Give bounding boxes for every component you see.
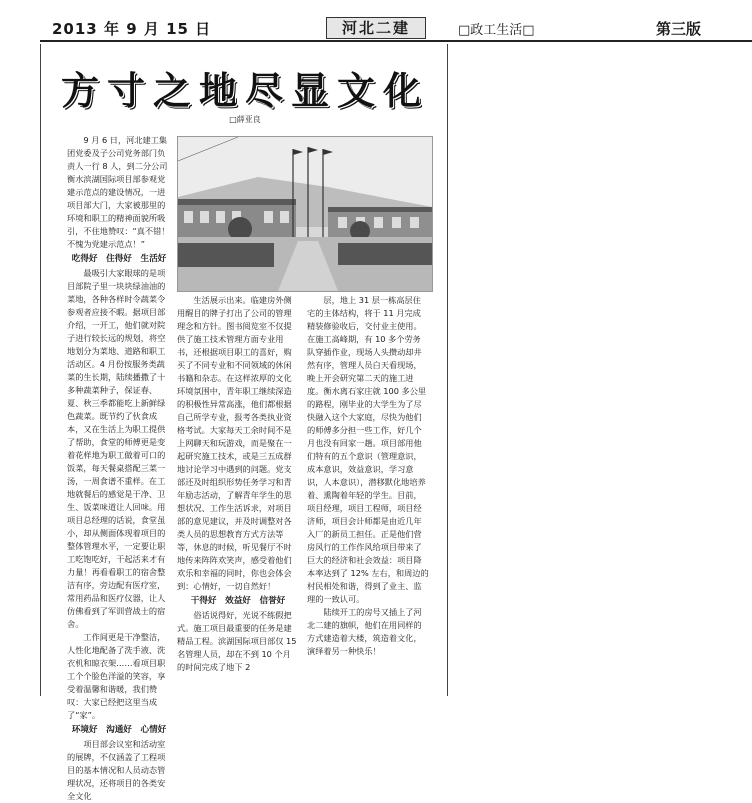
subheading-2: 环境好 沟通好 心情好: [71, 725, 167, 735]
article-title: 方寸之地尽显文化: [60, 68, 429, 113]
paragraph: 俗话说得好，光说不练假把式。施工项目最重要的任务是建精品工程。滨湖国际项目部仅 15 名管理人员，却在不到 10 个月的时间完成了地下 2: [177, 610, 297, 672]
paragraph: 工作间更是干净整洁，人性化地配备了洗手液、洗衣机和晾衣架……看项目职工个个脸色洋溢的笑容，享受着温馨和谐暖，我们赞叹：大家已经把这里当成了“家”。: [67, 632, 166, 720]
column-2: [177, 294, 299, 674]
section-name: □政工生活□: [458, 23, 535, 38]
paragraph: 生活展示出来。临建房外侧用醒目的牌子打出了公司的管理理念和方针。图书阅览室不仅提供了施工技术管理方面专业用书，还根据项目职工的喜好，购买了不同专业和不同领域的休闲书籍和杂志。在这样浓厚的文化环境氛围中，青年职工继续深造的积极性异常高涨，他们都根据自己所学专业，报考各类执业资格考试。大家每天工余时间不是上网聊天和玩游戏，而是聚在一起研究施工技术，或是三五成群地讨论学习中遇到的问题。党支部还及时组织形势任务学习和青年励志活动，了解青年学生的思想状况、工作生活诉求，对项目部的意见建议，并及时调整对各类人员的思想教育方式方法等等，休息的时候，听见餐厅不时地传来阵阵欢笑声，感受着他们欢乐和幸福的同时，你也会体会到：心情好，一切自然好！: [177, 295, 292, 591]
column-3: [307, 294, 429, 658]
subheading-3: 干得好 效益好 信誉好: [190, 596, 286, 606]
paragraph: 层，地上 31 层一栋高层住宅的主体结构，将于 11 月完成精装修验收后，交付业主使用。在施工高峰期，有 10 多个劳务队穿插作业，现场人头攒动却井然有序，管理人员白天看现场，晚上开会研究第二天的施工进度。衡水离石家庄就 100 多公里的路程，刚毕业的大学生为了尽快融入这个大家庭，尽快为他们的师傅多分担一些工作，好几个月也没有回家一趟。项目部用他们特有的五个意识（管理意识，成本意识，效益意识，学习意识，人本意识），潜移默化地培养着、熏陶着年轻的学生。目前，项目经理，项目工程师，项目经济师，项目会计师都是由近几年入厂的新员工担任。正是他们营房风行的工作作风给项目带来了巨大的经济和社会效益：项目降本率达到了 12% 左右，和周边的村民相处和谐，得到了业主、监理的一致认可。: [307, 295, 429, 604]
intro-paragraph: 9 月 6 日，河北建工集团党委及子公司党务部门负责人一行 8 人，到二分公司衡水滨湖国际项目部参观党建示范点的建设情况，一进项目部大门，大家被那里的环境和职工的精神面貌所吸引，不住地赞叹：“真不错！不愧为党建示范点！”: [67, 135, 170, 249]
page-number: 第三版: [656, 20, 702, 38]
paragraph: 陆续开工的房号又插上了河北二建的旗帜，他们在用同样的方式建造着大楼，筑造着文化，演绎着另一种快乐！: [307, 607, 422, 656]
issue-date: 2013 年 9 月 15 日: [52, 20, 212, 38]
paragraph: 项目部会议室和活动室的展牌，不仅涵盖了工程项目的基本情况和人员动态管理状况，还将项目的各类安全文化: [67, 739, 166, 801]
article-byline: □薛亚良: [229, 115, 261, 124]
subheading-1: 吃得好 住得好 生活好: [71, 254, 167, 264]
paragraph: 最吸引大家眼球的是项目部院子里一块块绿油油的菜地，各种各样时令蔬菜令参观者应接不暇。据项目部介绍，一开工，他们就对院子进行较长远的规划，将空地划分为菜地、道路和职工活动区。4 月份按服务类蔬菜的生长期，陆续播撒了十多种蔬菜种子，保证春、夏、秋三季都能吃上新鲜绿色蔬菜。既节约了伙食成本，又在生活上为职工提供了帮助，食堂的师傅更是变着花样地为职工做着可口的饭菜，每天餐桌搭配三菜一汤，一周食谱不重样。在工地就餐后的感觉是干净、卫生、饭菜味道让人回味。用项目总经理的话说，食堂虽小，却从侧面体现着项目的整体管理水平，一定要让职工吃饱吃好，干起活来才有力量！再看看职工的宿舍整洁有序，旁边配有医疗室，常用药品和医疗仪器，让人仿佛看到了军训营战士的宿舍。: [67, 268, 166, 629]
project-site-photo: [177, 136, 433, 292]
article: [40, 44, 448, 801]
header-rule: [40, 40, 752, 42]
blank-area: [448, 44, 752, 696]
column-1: [67, 134, 171, 803]
newspaper-masthead: 河北二建: [326, 17, 426, 39]
page-header: [0, 0, 752, 46]
